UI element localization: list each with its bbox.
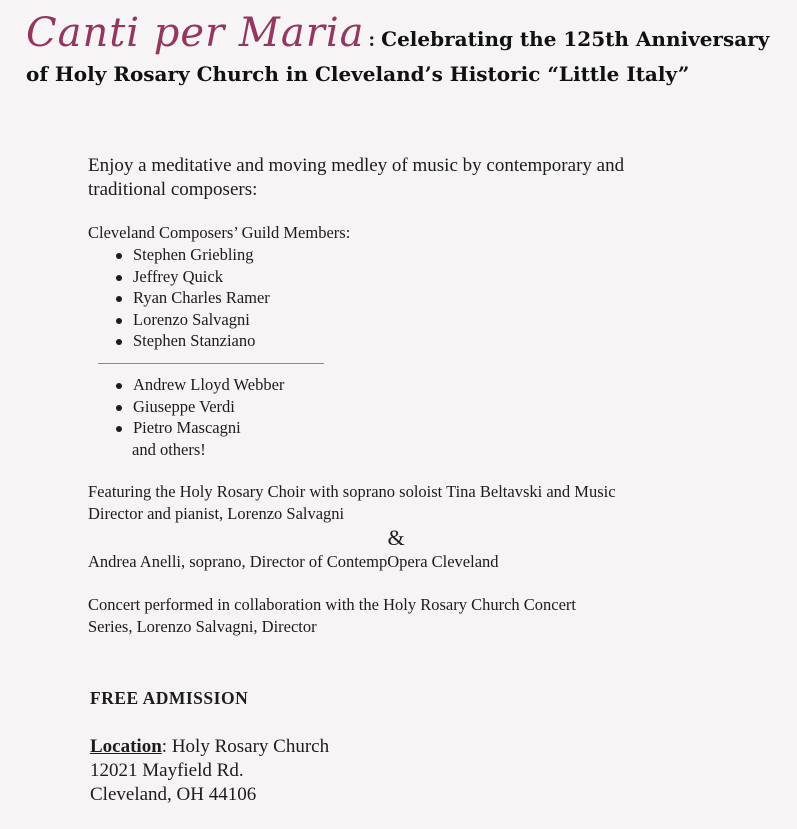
intro-line-2: traditional composers: <box>88 179 258 200</box>
location-street: 12021 Mayfield Rd. <box>90 760 244 782</box>
andrea-line: Andrea Anelli, soprano, Director of ContempOpera Cleveland <box>88 552 499 572</box>
guild-members-list <box>88 244 748 352</box>
script-title: Canti per Maria <box>26 10 365 56</box>
free-admission: FREE ADMISSION <box>90 688 249 709</box>
list-item: Stephen Stanziano <box>116 330 748 352</box>
list-item: Lorenzo Salvagni <box>116 309 748 331</box>
list-item: Pietro Mascagni <box>116 417 748 439</box>
featuring-line-2: Director and pianist, Lorenzo Salvagni <box>88 504 345 524</box>
collaboration-line-1: Concert performed in collaboration with the Holy Rosary Church Concert <box>88 595 576 615</box>
ampersand: & <box>387 525 405 551</box>
intro-line-1: Enjoy a meditative and moving medley of music by contemporary and <box>88 155 625 176</box>
featuring-paragraph <box>88 481 748 525</box>
title-colon: : <box>368 29 376 51</box>
title-line <box>26 10 786 56</box>
location-city: Cleveland, OH 44106 <box>90 784 257 806</box>
intro-paragraph <box>88 154 748 202</box>
list-item: Stephen Griebling <box>116 244 748 266</box>
collaboration-paragraph <box>88 594 748 638</box>
document-body <box>88 154 748 807</box>
guild-heading: Cleveland Composers’ Guild Members: <box>88 223 351 242</box>
location-venue: Holy Rosary Church <box>167 736 330 758</box>
list-item: Giuseppe Verdi <box>116 396 748 418</box>
location-colon: : <box>161 736 168 758</box>
title-subtitle: Celebrating the 125th Anniversary <box>381 27 770 51</box>
location-label: Location <box>90 736 162 758</box>
divider <box>98 363 324 364</box>
others-note: and others! <box>132 439 206 459</box>
list-item: Ryan Charles Ramer <box>116 287 748 309</box>
location-block <box>88 735 748 807</box>
title-line-2: of Holy Rosary Church in Cleveland’s Historic “Little Italy” <box>26 62 690 86</box>
header <box>26 10 786 86</box>
featuring-line-1: Featuring the Holy Rosary Choir with soprano soloist Tina Beltavski and Music <box>88 482 616 502</box>
list-item: Jeffrey Quick <box>116 266 748 288</box>
list-item: Andrew Lloyd Webber <box>116 374 748 396</box>
collaboration-line-2: Series, Lorenzo Salvagni, Director <box>88 617 317 637</box>
classic-composers-list <box>88 374 748 439</box>
